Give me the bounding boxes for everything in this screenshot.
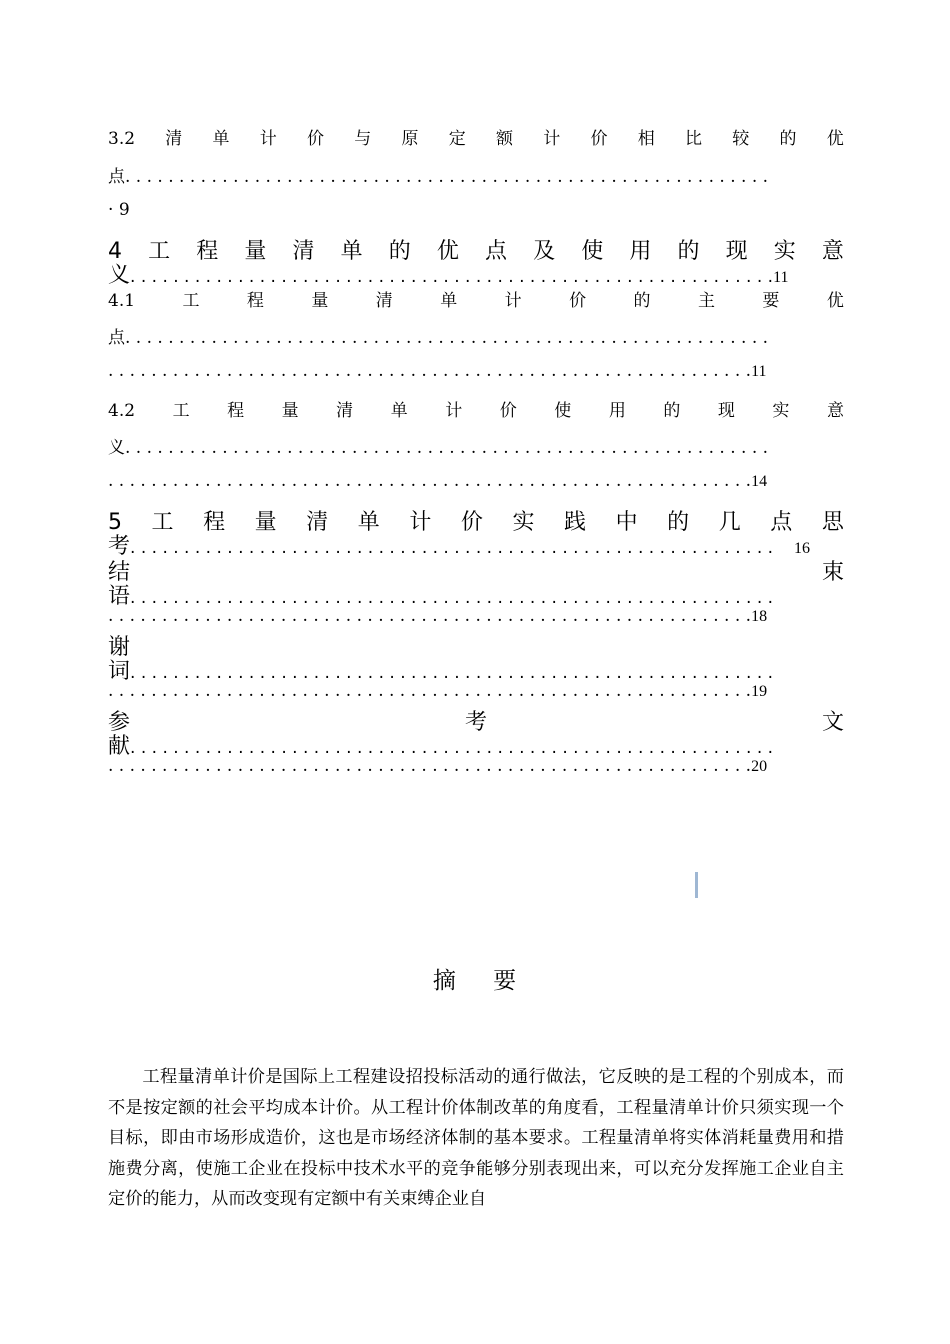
toc-entry-3-2-char: 原 <box>401 129 419 149</box>
toc-entry-4-1-char: 程 <box>246 291 264 311</box>
abstract-paragraph: 工程量清单计价是国际上工程建设招投标活动的通行做法，它反映的是工程的个别成本，而不是按定额的社会平均成本计价。从工程计价体制改革的角度看，工程量清单计价只须实现一个目标，即由市场形成造价，这也是市场经济体制的基本要求。工程量清单将实体消耗量费用和措施费分离，使施工企业在投标中技术水平的竞争能够分别表现出来，可以充分发挥施工企业自主定价的能力，从而改变现有定额中有关束缚企业自 <box>108 1067 844 1209</box>
toc-entry-4-2-tail: 义 <box>108 438 125 458</box>
leader-dots: . . . . . . . . . . . . . . . . . . . . . . . . . . . . . . . . . . . . . . . . . . . . . . . . . . . . . . . . . . . . <box>108 756 752 776</box>
toc-entry-3-2-char: 定 <box>448 129 466 149</box>
toc-entry-4-char: 单 <box>340 239 363 264</box>
toc-entry-4-char: 的 <box>677 239 700 264</box>
toc-entry-4-1-page-line <box>108 361 844 381</box>
toc-entry-conclusion-first: 结 <box>108 560 131 585</box>
toc-entry-4-1-title[interactable] <box>108 286 844 311</box>
toc-entry-4-1-char: 清 <box>375 291 393 311</box>
toc-entry-4-number: 4 <box>108 239 122 264</box>
toc-entry-5-char: 思 <box>821 510 844 535</box>
abstract-title-char: 摘 <box>432 968 457 994</box>
toc-entry-3-2-char: 价 <box>307 129 325 149</box>
toc-entry-4-2-leader <box>108 433 844 458</box>
toc-entry-5-char: 价 <box>460 510 483 535</box>
toc-entry-5-char: 的 <box>667 510 690 535</box>
toc-entry-4-1-tail: 点 <box>108 328 125 348</box>
toc-entry-refs-page-line <box>108 756 844 776</box>
toc-entry-thanks-page: 19 <box>751 683 768 700</box>
toc-entry-5-number: 5 <box>108 510 122 535</box>
toc-entry-4-1-char: 单 <box>440 291 458 311</box>
abstract-body <box>108 1062 844 1215</box>
leader-dots: . . . . . . . . . . . . . . . . . . . . . . . . . . . . . . . . . . . . . . . . . . . . . . . . . . . . . . . . . . . . <box>108 606 752 626</box>
toc-entry-4-2-title[interactable] <box>108 396 844 421</box>
leader-dots: . . . . . . . . . . . . . . . . . . . . . . . . . . . . . . . . . . . . . . . . . . . . . . . . . . . . . . . . . . . . <box>125 328 769 348</box>
toc-entry-3-2-char: 较 <box>732 129 750 149</box>
leader-dots: . . . . . . . . . . . . . . . . . . . . . . . . . . . . . . . . . . . . . . . . . . . . . . . . . . . . . . . . . . . . <box>125 438 769 458</box>
toc-entry-conclusion-last: 束 <box>821 560 844 585</box>
toc-entry-4-char: 现 <box>725 239 748 264</box>
toc-entry-4-char: 实 <box>773 239 796 264</box>
toc-entry-4-char: 及 <box>533 239 556 264</box>
toc-entry-thanks-page-line <box>108 681 844 701</box>
toc-entry-5-char: 践 <box>564 510 587 535</box>
toc-entry-5-tail: 考 <box>108 534 131 559</box>
leader-dots: . . . . . . . . . . . . . . . . . . . . . . . . . . . . . . . . . . . . . . . . . . . . . . . . . . . . . . . . . . . . <box>130 738 774 758</box>
leader-dots: . . . . . . . . . . . . . . . . . . . . . . . . . . . . . . . . . . . . . . . . . . . . . . . . . . . . . . . . . . . . <box>108 471 752 491</box>
toc-entry-3-2-char: 清 <box>165 129 183 149</box>
leader-dots: . . . . . . . . . . . . . . . . . . . . . . . . . . . . . . . . . . . . . . . . . . . . . . . . . . . . . . . . . . . . <box>130 663 774 683</box>
toc-entry-5-char: 工 <box>151 510 174 535</box>
toc-entry-5-char: 计 <box>409 510 432 535</box>
toc-entry-4-char: 量 <box>244 239 267 264</box>
leader-dots: . . . . . . . . . . . . . . . . . . . . . . . . . . . . . . . . . . . . . . . . . . . . . . . . . . . . . . . . . . . . <box>108 361 752 381</box>
toc-entry-4-char: 程 <box>196 239 219 264</box>
toc-entry-4-1-char: 要 <box>762 291 780 311</box>
toc-entry-4-2-char: 计 <box>445 401 463 421</box>
toc-entry-4-1-char: 工 <box>182 291 200 311</box>
toc-entry-3-2-char: 计 <box>543 129 561 149</box>
toc-entry-3-2-leader <box>108 162 844 187</box>
toc-entry-4-char: 意 <box>821 239 844 264</box>
toc-entry-4-2-char: 使 <box>554 401 572 421</box>
toc-entry-4-char: 清 <box>292 239 315 264</box>
toc-entry-4-char: 用 <box>629 239 652 264</box>
toc-entry-4-2-char: 单 <box>390 401 408 421</box>
toc-entry-3-2-char: 比 <box>685 129 703 149</box>
toc-entry-4-1-char: 量 <box>311 291 329 311</box>
toc-entry-4-1-char: 优 <box>826 291 844 311</box>
toc-entry-3-2-page-line <box>108 200 844 220</box>
toc-entry-4-char: 的 <box>388 239 411 264</box>
toc-entry-5-char: 量 <box>254 510 277 535</box>
abstract-title-char: 要 <box>493 968 518 994</box>
toc-entry-4-leader <box>108 258 844 289</box>
toc-entry-refs-mid: 考 <box>464 710 487 735</box>
toc-entry-4-2-char: 程 <box>227 401 245 421</box>
toc-entry-conclusion-page: 18 <box>751 608 768 625</box>
toc-entry-4-page: 11 <box>773 269 789 286</box>
toc-entry-3-2-char: 优 <box>826 129 844 149</box>
toc-entry-4-1-number: 4.1 <box>108 291 136 311</box>
text-cursor <box>695 872 698 898</box>
toc-entry-3-2-char: 相 <box>637 129 655 149</box>
toc-entry-4-2-page: 14 <box>751 473 768 490</box>
toc-entry-4-2-char: 实 <box>772 401 790 421</box>
toc-entry-4-2-number: 4.2 <box>108 401 136 421</box>
toc-entry-4-1-char: 计 <box>504 291 522 311</box>
toc-entry-conclusion-page-line <box>108 606 844 626</box>
toc-entry-3-2-char: 额 <box>496 129 514 149</box>
toc-entry-4-char: 工 <box>148 239 171 264</box>
toc-entry-3-2-char: 计 <box>259 129 277 149</box>
toc-entry-refs-tail: 献 <box>108 734 131 759</box>
toc-entry-5-char: 清 <box>306 510 329 535</box>
toc-entry-4-2-page-line <box>108 471 844 491</box>
toc-entry-4-char: 优 <box>436 239 459 264</box>
toc-entry-refs-page: 20 <box>751 758 768 775</box>
leader-dots: . . . . . . . . . . . . . . . . . . . . . . . . . . . . . . . . . . . . . . . . . . . . . . . . . . . . . . . . . . . . <box>130 538 774 558</box>
toc-entry-3-2-char: 的 <box>779 129 797 149</box>
leader-dots: . . . . . . . . . . . . . . . . . . . . . . . . . . . . . . . . . . . . . . . . . . . . . . . . . . . . . . . . . . . . <box>125 167 769 187</box>
toc-entry-4-1-page: 11 <box>751 363 767 380</box>
toc-entry-5-char: 几 <box>718 510 741 535</box>
toc-entry-5-char: 实 <box>512 510 535 535</box>
toc-entry-3-2-page: 9 <box>118 200 130 220</box>
toc-entry-4-1-char: 的 <box>633 291 651 311</box>
toc-entry-4-2-char: 工 <box>172 401 190 421</box>
toc-entry-4-tail: 义 <box>108 263 131 288</box>
toc-entry-3-2-number: 3.2 <box>108 129 136 149</box>
toc-entry-5-char: 单 <box>357 510 380 535</box>
toc-entry-3-2-title[interactable] <box>108 124 844 149</box>
toc-entry-4-2-char: 现 <box>717 401 735 421</box>
toc-entry-4-2-char: 的 <box>663 401 681 421</box>
toc-entry-thanks-first: 谢 <box>108 635 131 660</box>
toc-entry-4-2-char: 价 <box>499 401 517 421</box>
toc-entry-5-char: 程 <box>203 510 226 535</box>
toc-entry-4-1-char: 主 <box>697 291 715 311</box>
toc-entry-refs-last: 文 <box>821 710 844 735</box>
toc-entry-4-char: 点 <box>484 239 507 264</box>
toc-entry-3-2-char: 价 <box>590 129 608 149</box>
leader-dots: . . . . . . . . . . . . . . . . . . . . . . . . . . . . . . . . . . . . . . . . . . . . . . . . . . . . . . . . . . . . <box>108 681 752 701</box>
leader-dots: . . . . . . . . . . . . . . . . . . . . . . . . . . . . . . . . . . . . . . . . . . . . . . . . . . . . . . . . . . . . <box>130 588 774 608</box>
toc-entry-3-2-char: 单 <box>212 129 230 149</box>
toc-entry-3-2-tail: 点 <box>108 167 125 187</box>
abstract-title <box>0 962 950 995</box>
leader-dots: · <box>108 200 114 220</box>
toc-entry-5-page: 16 <box>794 540 811 557</box>
toc-entry-4-1-char: 价 <box>569 291 587 311</box>
leader-dots: . . . . . . . . . . . . . . . . . . . . . . . . . . . . . . . . . . . . . . . . . . . . . . . . . . . . . . . . . . . . <box>130 267 774 287</box>
toc-entry-4-char: 使 <box>581 239 604 264</box>
toc-entry-5-char: 点 <box>770 510 793 535</box>
toc-entry-thanks-tail: 词 <box>108 659 131 684</box>
toc-entry-5-char: 中 <box>615 510 638 535</box>
toc-entry-4-2-char: 用 <box>608 401 626 421</box>
toc-entry-conclusion-tail: 语 <box>108 584 131 609</box>
toc-entry-3-2-char: 与 <box>354 129 372 149</box>
toc-entry-4-2-char: 清 <box>336 401 354 421</box>
toc-entry-4-1-leader <box>108 323 844 348</box>
toc-entry-4-2-char: 量 <box>281 401 299 421</box>
toc-entry-4-2-char: 意 <box>826 401 844 421</box>
toc-entry-refs-first: 参 <box>108 710 131 735</box>
